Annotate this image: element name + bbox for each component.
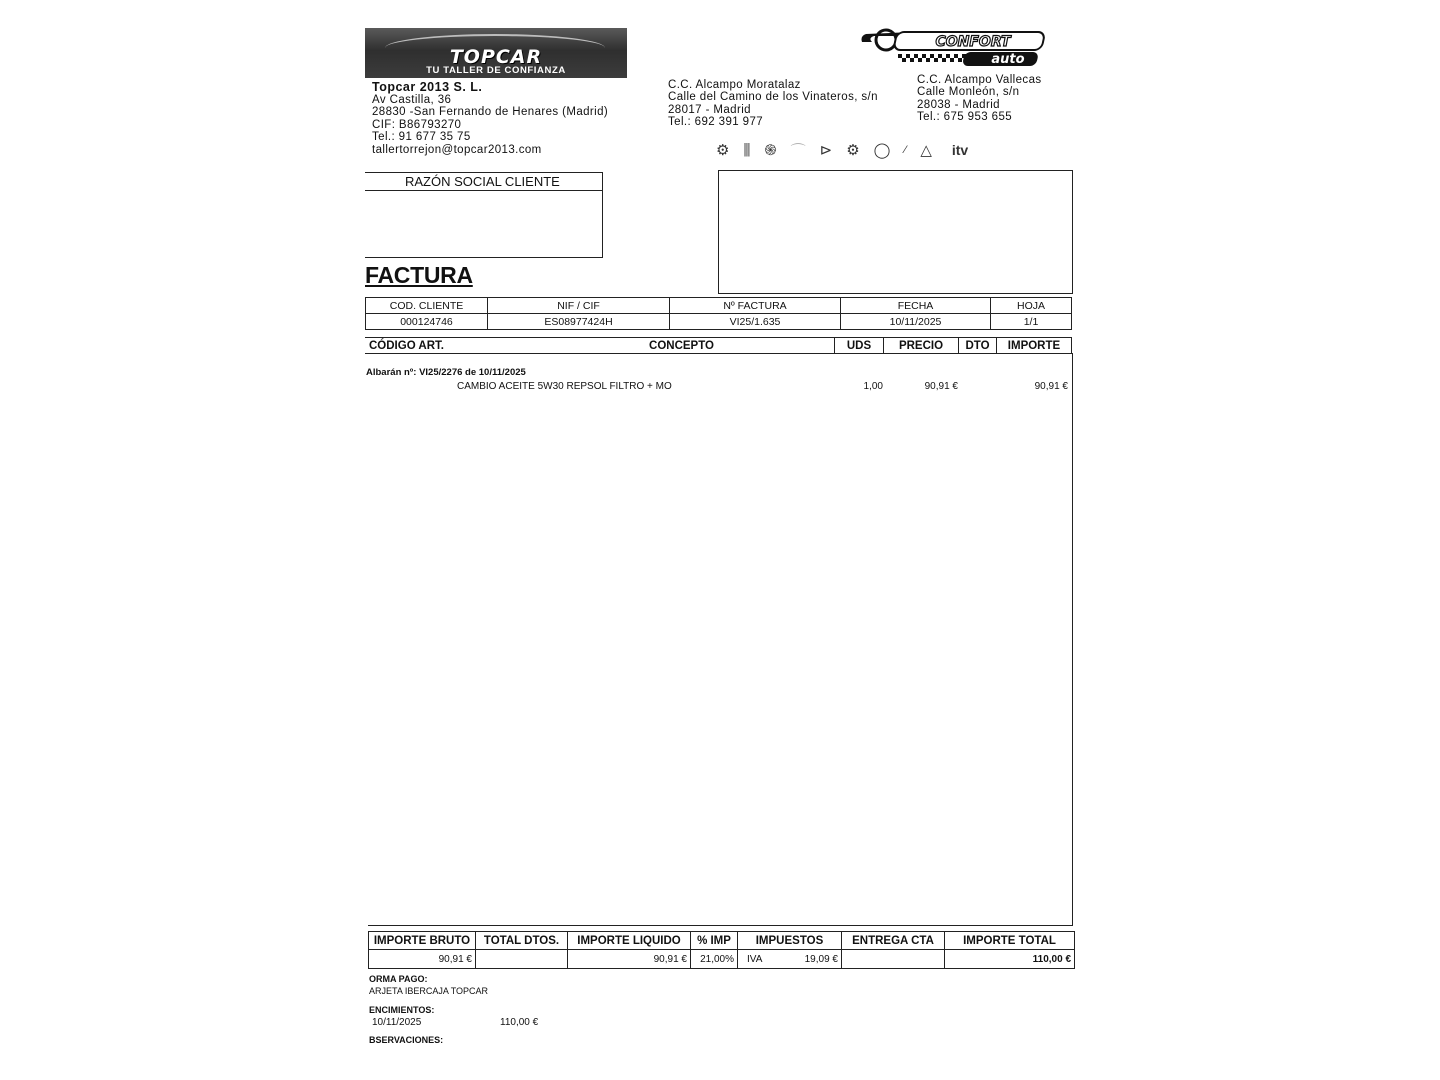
value-impuestos-cell <box>738 950 842 969</box>
header-total-dtos: TOTAL DTOS. <box>476 932 568 950</box>
forma-pago-value: ARJETA IBERCAJA TOPCAR <box>369 986 489 996</box>
company-name: Topcar 2013 S. L. <box>372 80 483 94</box>
company-email: tallertorrejon@topcar2013.com <box>372 143 542 156</box>
confort-auto-logo <box>858 28 1048 68</box>
pen-icon: ⁄ <box>904 144 907 156</box>
store-tel: Tel.: 675 953 655 <box>917 111 1013 124</box>
value-entrega-cta <box>842 950 945 969</box>
header-impuestos: IMPUESTOS <box>738 932 842 950</box>
header-hoja: HOJA <box>991 298 1072 314</box>
value-pct-imp: 21,00% <box>691 950 738 969</box>
value-nif: ES08977424H <box>488 314 670 330</box>
store-moratalaz <box>668 79 878 129</box>
value-total-dtos <box>476 950 568 969</box>
spark-icon: ⊳ <box>819 142 833 159</box>
header-importe-liquido: IMPORTE LIQUIDO <box>568 932 691 950</box>
store-vallecas <box>917 74 1042 124</box>
warning-triangle-icon: △ <box>920 142 932 159</box>
topcar-logo-tagline: TU TALLER DE CONFIANZA <box>426 65 566 76</box>
company-address: Av Castilla, 36 <box>372 93 452 106</box>
value-impuestos: 19,09 € <box>804 953 838 965</box>
header-fecha: FECHA <box>841 298 991 314</box>
observaciones-label: BSERVACIONES: <box>369 1035 444 1045</box>
albaran-reference: Albarán nº: VI25/2276 de 10/11/2025 <box>366 367 526 378</box>
shock-absorber-icon: ⫼ <box>743 141 751 159</box>
store-address: Calle del Camino de los Vinateros, s/n <box>668 91 878 104</box>
store-name: C.C. Alcampo Moratalaz <box>668 79 801 91</box>
line-precio: 90,91 € <box>924 381 958 392</box>
header-codigo-art: CÓDIGO ART. <box>365 338 529 354</box>
lines-body <box>368 353 1073 926</box>
company-tel: Tel.: 91 677 35 75 <box>372 131 471 144</box>
wheel-icon: ⚙ <box>716 142 730 159</box>
lines-header <box>365 337 1072 354</box>
topcar-logo <box>365 28 627 78</box>
client-box <box>365 172 603 258</box>
value-hoja: 1/1 <box>991 314 1072 330</box>
company-city: 28830 -San Fernando de Henares (Madrid) <box>372 106 609 119</box>
header-precio: PRECIO <box>884 338 959 354</box>
value-fecha: 10/11/2025 <box>841 314 991 330</box>
line-importe: 90,91 € <box>1034 381 1068 392</box>
client-box-label: RAZÓN SOCIAL CLIENTE <box>365 173 602 191</box>
wiper-icon: ⌒ <box>790 142 806 160</box>
header-importe-total: IMPORTE TOTAL <box>945 932 1075 950</box>
value-importe-total: 110,00 € <box>945 950 1075 969</box>
engine-icon: ⚙ <box>846 142 860 159</box>
header-cod-cliente: COD. CLIENTE <box>366 298 488 314</box>
company-cif: CIF: B86793270 <box>372 118 462 131</box>
line-concepto: CAMBIO ACEITE 5W30 REPSOL FILTRO + MO <box>457 381 672 392</box>
turbo-icon: ֍ <box>764 142 777 159</box>
page-title: FACTURA <box>365 262 473 288</box>
header-nif: NIF / CIF <box>488 298 670 314</box>
value-cod-cliente: 000124746 <box>366 314 488 330</box>
header-uds: UDS <box>835 338 884 354</box>
header-num-factura: Nº FACTURA <box>670 298 841 314</box>
totals-table <box>368 931 1075 969</box>
topcar-logo-brand: TOPCAR <box>449 46 543 68</box>
value-num-factura: VI25/1.635 <box>670 314 841 330</box>
store-address: Calle Monleón, s/n <box>917 86 1020 99</box>
header-pct-imp: % IMP <box>691 932 738 950</box>
header-importe: IMPORTE <box>997 338 1072 354</box>
value-impuesto-tipo: IVA <box>747 953 763 965</box>
company-info <box>372 81 608 157</box>
value-importe-liquido: 90,91 € <box>568 950 691 969</box>
store-city: 28038 - Madrid <box>917 98 1000 111</box>
store-city: 28017 - Madrid <box>668 103 751 116</box>
store-tel: Tel.: 692 391 977 <box>668 116 764 129</box>
tire-icon: ◯ <box>873 142 891 159</box>
vencimiento-fecha: 10/11/2025 <box>372 1017 422 1028</box>
value-importe-bruto: 90,91 € <box>369 950 476 969</box>
header-entrega-cta: ENTREGA CTA <box>842 932 945 950</box>
store-name: C.C. Alcampo Vallecas <box>917 74 1042 86</box>
header-importe-bruto: IMPORTE BRUTO <box>369 932 476 950</box>
header-concepto: CONCEPTO <box>529 338 835 354</box>
itv-logo: itv <box>951 142 969 158</box>
line-uds: 1,00 <box>863 381 883 392</box>
forma-pago-label: ORMA PAGO: <box>369 974 428 984</box>
vencimiento-importe: 110,00 € <box>500 1017 539 1028</box>
confort-logo-bottom: auto <box>991 52 1025 67</box>
vencimientos-label: ENCIMIENTOS: <box>369 1005 435 1015</box>
confort-logo-top: CONFORT <box>935 34 1011 50</box>
header-dto: DTO <box>959 338 997 354</box>
recipient-box <box>718 170 1073 294</box>
invoice-info-table <box>365 297 1072 330</box>
service-icons <box>716 139 1061 161</box>
